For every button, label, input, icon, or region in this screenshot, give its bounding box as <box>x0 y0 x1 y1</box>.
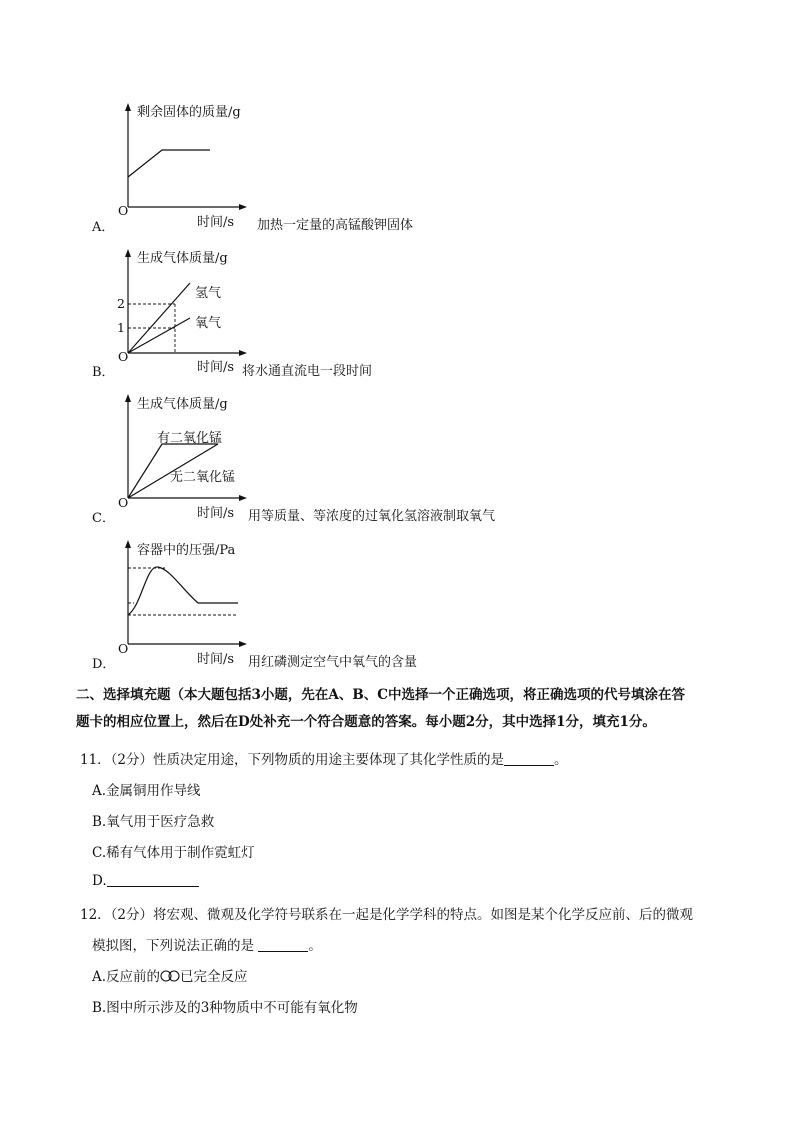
question-12-end: 。 <box>308 938 322 954</box>
question-12-choice-a <box>92 965 248 985</box>
graph-b-tick-1: 1 <box>117 320 125 335</box>
double-circle-molecule-icon <box>160 970 180 982</box>
option-d-label: D． <box>92 657 116 672</box>
graph-c-origin: O <box>118 495 129 510</box>
question-12-choice-a-suffix: 已完全反应 <box>180 969 248 985</box>
question-12-stem-line2 <box>92 934 322 954</box>
graph-b-tick-2: 2 <box>117 296 125 311</box>
graph-b-xlabel: 时间/s <box>197 360 235 375</box>
graph-c-ylabel: 生成气体质量/g <box>137 397 228 412</box>
oxygen-line <box>128 318 190 353</box>
question-11-end: 。 <box>554 752 568 768</box>
option-a-label: A． <box>92 220 115 235</box>
graph-d-ylabel: 容器中的压强/Pa <box>137 543 236 558</box>
question-12-stem-line1: 12．（2分）将宏观、微观及化学符号联系在一起是化学学科的特点。如图是某个化学反应前、后的微观 <box>80 907 694 923</box>
graph-c-series-without: 无二氧化锰 <box>170 470 236 485</box>
graph-c-caption: 用等质量、等浓度的过氧化氢溶液制取氧气 <box>248 509 496 524</box>
section-2-line2: 题卡的相应位置上，然后在D处补充一个符合题意的答案。每小题2分，其中选择1分，填充1分。 <box>76 714 656 730</box>
option-b-label: B． <box>92 365 115 380</box>
graph-c-series-with: 有二氧化锰 <box>157 431 223 446</box>
graph-b-ylabel: 生成气体质量/g <box>137 251 228 266</box>
hydrogen-line <box>128 283 190 353</box>
question-11-choice-d <box>92 872 199 889</box>
graph-b-series-hydrogen: 氢气 <box>195 286 222 301</box>
question-11-choice-d-blank[interactable] <box>107 872 199 887</box>
question-12-text: 模拟图，下列说法正确的是 <box>92 938 254 954</box>
graph-d-caption: 用红磷测定空气中氧气的含量 <box>248 655 418 670</box>
graph-b-origin: O <box>118 349 129 364</box>
question-11-stem <box>80 748 568 768</box>
graph-a-xlabel: 时间/s <box>197 215 235 230</box>
graph-b-series-oxygen: 氧气 <box>195 316 222 331</box>
question-12-blank[interactable] <box>258 937 308 952</box>
question-11-choice-a: A.金属铜用作导线 <box>92 783 201 799</box>
graph-a-ylabel: 剩余固体的质量/g <box>137 105 241 120</box>
graph-b-caption: 将水通直流电一段时间 <box>242 364 373 379</box>
pressure-curve <box>128 567 238 615</box>
question-11-choice-c: C.稀有气体用于制作霓虹灯 <box>92 845 255 861</box>
graph-a-origin: O <box>118 203 129 218</box>
question-11-choice-d-label: D. <box>92 873 107 889</box>
question-11-choice-b: B.氧气用于医疗急救 <box>92 814 215 830</box>
mass-curve <box>128 150 210 177</box>
question-12-choice-a-prefix: A.反应前的 <box>92 969 161 985</box>
question-11-text: 11．（2分）性质决定用途，下列物质的用途主要体现了其化学性质的是 <box>80 752 505 768</box>
section-2-instructions <box>76 682 724 736</box>
graph-c-xlabel: 时间/s <box>197 506 235 521</box>
option-c-label: C． <box>92 511 115 526</box>
graph-d-origin: O <box>118 641 129 656</box>
graph-d-xlabel: 时间/s <box>197 652 235 667</box>
section-2-line1: 二、选择填充题（本大题包括3小题，先在A、B、C中选择一个正确选项，将正确选项的代号填涂在答 <box>76 687 686 703</box>
graph-a-caption: 加热一定量的高锰酸钾固体 <box>257 218 414 233</box>
question-11-blank[interactable] <box>504 751 554 766</box>
question-12-choice-b: B.图中所示涉及的3种物质中不可能有氧化物 <box>92 1000 358 1016</box>
